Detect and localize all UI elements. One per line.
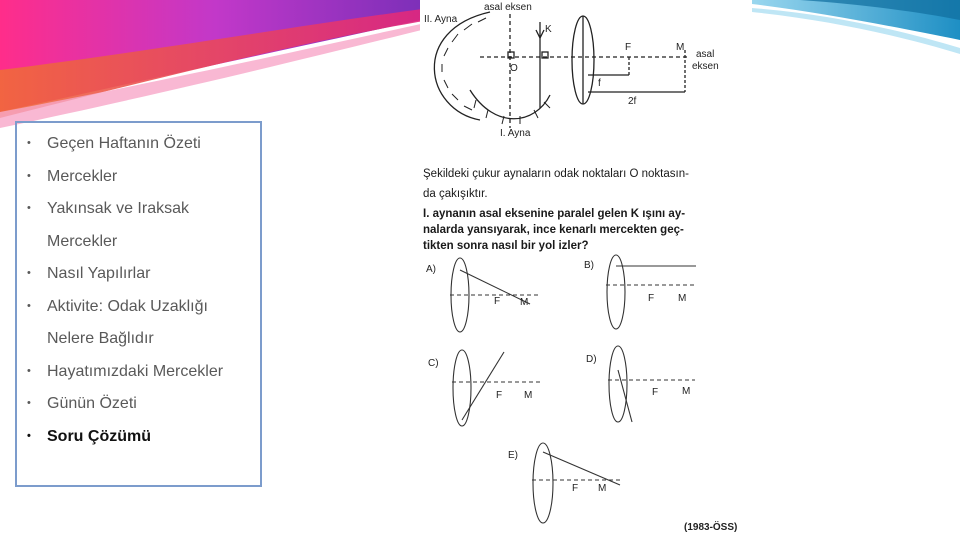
agenda-item-label: Yakınsak ve Iraksak: [47, 200, 189, 217]
bullet: •: [27, 267, 31, 279]
ray-label: K: [545, 24, 552, 35]
bullet: •: [27, 430, 31, 442]
option-c-lens: [453, 350, 471, 426]
agenda-item-label: Hayatımızdaki Mercekler: [47, 363, 224, 380]
agenda-item: [27, 265, 150, 283]
option-d-lens: [609, 346, 627, 422]
option-e-label: E): [508, 450, 518, 461]
question-line: Şekildeki çukur aynaların odak noktaları O noktasın-: [423, 168, 689, 180]
mirror-1-label: I. Ayna: [500, 128, 531, 139]
bullet: •: [27, 300, 31, 312]
question-line: da çakışıktır.: [423, 188, 488, 200]
f-label: f: [598, 78, 601, 89]
option-b-label: B): [584, 260, 594, 271]
agenda-item-label: Soru Çözümü: [47, 428, 151, 445]
point-m-label: M: [676, 42, 685, 53]
agenda-item-continuation: [47, 330, 154, 348]
agenda-item: [27, 298, 208, 316]
option-a-f: F: [494, 296, 501, 307]
option-e-m: M: [598, 483, 607, 494]
mirror-1-hatching: [474, 100, 550, 124]
agenda-item: [27, 395, 137, 413]
option-a-label: A): [426, 264, 436, 275]
option-b-f: F: [648, 293, 655, 304]
exam-question-image: [420, 0, 752, 540]
top-left-decoration: [0, 0, 430, 135]
agenda-item: [27, 168, 117, 186]
option-c-m: M: [524, 390, 533, 401]
agenda-item-current: [27, 428, 151, 446]
mirror-2-hatching: [442, 18, 486, 110]
option-d-f: F: [652, 387, 659, 398]
agenda-list: [15, 121, 262, 487]
bullet: •: [27, 170, 31, 182]
option-d-m: M: [682, 386, 691, 397]
option-b-m: M: [678, 293, 687, 304]
agenda-item-label: Aktivite: Odak Uzaklığı: [47, 298, 208, 315]
mirror-2-label: II. Ayna: [424, 14, 458, 25]
agenda-item: [27, 135, 201, 153]
axis-top-label: asal eksen: [484, 2, 532, 13]
agenda-item: [27, 200, 189, 218]
question-line: tikten sonra nasıl bir yol izler?: [423, 240, 589, 252]
option-c-label: C): [428, 358, 439, 369]
agenda-item-label: Geçen Haftanın Özeti: [47, 135, 201, 152]
two-f-label: 2f: [628, 96, 637, 107]
agenda-item-label: Nasıl Yapılırlar: [47, 265, 151, 282]
option-c-f: F: [496, 390, 503, 401]
agenda-item-label: Mercekler: [47, 233, 118, 250]
option-a-m: M: [520, 297, 529, 308]
bullet: •: [27, 137, 31, 149]
axis-right-label: eksen: [692, 61, 719, 72]
axis-right-label: asal: [696, 49, 715, 60]
source-label: (1983-ÖSS): [684, 522, 738, 533]
agenda-item: [27, 363, 223, 381]
bullet: •: [27, 202, 31, 214]
point-o-label: O: [510, 63, 518, 74]
agenda-item-continuation: [47, 233, 117, 251]
question-figure: [420, 0, 752, 540]
option-d-ray: [618, 370, 632, 422]
option-e-f: F: [572, 483, 579, 494]
question-line: I. aynanın asal eksenine paralel gelen K ışını ay-: [423, 208, 686, 220]
bullet: •: [27, 365, 31, 377]
question-line: nalarda yansıyarak, ince kenarlı mercekten geç-: [423, 224, 684, 236]
agenda-item-label: Nelere Bağlıdır: [47, 330, 154, 347]
agenda-item-label: Günün Özeti: [47, 395, 137, 412]
point-f-label: F: [625, 42, 632, 53]
bullet: •: [27, 397, 31, 409]
option-d-label: D): [586, 354, 597, 365]
agenda-item-label: Mercekler: [47, 168, 118, 185]
